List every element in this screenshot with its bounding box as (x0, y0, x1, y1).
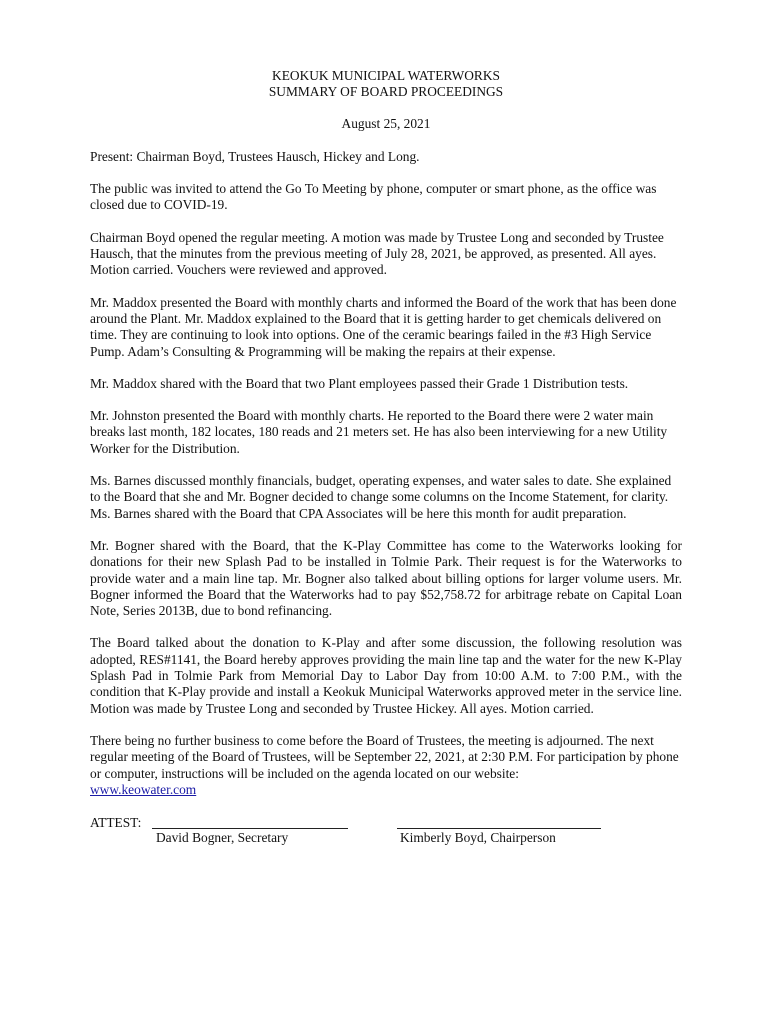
johnston-report-paragraph: Mr. Johnston presented the Board with monthly charts. He reported to the Board there were 2 water main breaks last month, 182 locates, 180 reads and 21 meters set. He has also been interviewing for a new Utility Worker for the Distribution. (90, 408, 668, 456)
adjournment-paragraph (90, 733, 682, 798)
document-title: SUMMARY OF BOARD PROCEEDINGS (268, 84, 504, 100)
organization-name: KEOKUK MUNICIPAL WATERWORKS (272, 68, 500, 83)
secretary-signature-line (152, 828, 348, 829)
public-notice-paragraph: The public was invited to attend the Go To Meeting by phone, computer or smart phone, as the office was closed due to COVID-19. (90, 181, 657, 213)
secretary-name: David Bogner, Secretary (156, 830, 289, 846)
maddox-employees-paragraph: Mr. Maddox shared with the Board that two Plant employees passed their Grade 1 Distribution tests. (90, 375, 629, 391)
attest-label: ATTEST: (90, 815, 142, 831)
document-page (90, 68, 682, 855)
opening-paragraph: Chairman Boyd opened the regular meeting. A motion was made by Trustee Long and seconded by Trustee Hausch, that the minutes from the previous meeting of July 28, 2021, be approved, as presented. All ayes. Motion carried. Vouchers were reviewed and approved. (90, 229, 664, 278)
website-link[interactable]: www.keowater.com (90, 781, 197, 797)
attendance-paragraph: Present: Chairman Boyd, Trustees Hausch, Hickey and Long. (90, 148, 420, 164)
attest-signature-block (90, 815, 682, 855)
maddox-report-paragraph: Mr. Maddox presented the Board with monthly charts and informed the Board of the work that has been done around the Plant. Mr. Maddox explained to the Board that it is getting harder to get chemicals delivered on time. They are continuing to look into options. One of the ceramic bearings failed in the #3 High Service Pump. Adam’s Consulting & Programming will be making the repairs at their expense. (90, 294, 677, 359)
resolution-paragraph: The Board talked about the donation to K-Play and after some discussion, the following resolution was adopted, RES#1141, the Board hereby approves providing the main line tap and the water for the new K-Play Splash Pad in Tolmie Park from Memorial Day to Labor Day from 10:00 A.M. to 7:00 P.M., with the condition that K-Play provide and install a Keokuk Municipal Waterworks approved meter in the service line. Motion was made by Trustee Long and seconded by Trustee Hickey. All ayes. Motion carried. (90, 635, 682, 716)
barnes-report-paragraph: Ms. Barnes discussed monthly financials, budget, operating expenses, and water sales to date. She explained to the Board that she and Mr. Bogner decided to change some columns on the Income Statement, for clarity. Ms. Barnes shared with the Board that CPA Associates will be here this month for audit preparation. (90, 473, 672, 521)
chairperson-signature-line (397, 828, 601, 829)
bogner-report-paragraph: Mr. Bogner shared with the Board, that the K-Play Committee has come to the Waterworks looking for donations for their new Splash Pad to be installed in Tolmie Park. Their request is for the Waterworks to provide water and a main line tap. Mr. Bogner also talked about billing options for larger volume users. Mr. Bogner informed the Board that the Waterworks had to pay $52,758.72 for arbitrage rebate on Capital Loan Note, Series 2013B, due to bond refinancing. (90, 537, 682, 619)
adjournment-text: There being no further business to come before the Board of Trustees, the meeting is adjourned. The next regular meeting of the Board of Trustees, will be September 22, 2021, at 2:30 P.M. For participation by phone or computer, instructions will be included on the agenda located on our website: (90, 732, 679, 781)
chairperson-name: Kimberly Boyd, Chairperson (400, 830, 556, 846)
meeting-date: August 25, 2021 (341, 115, 431, 131)
